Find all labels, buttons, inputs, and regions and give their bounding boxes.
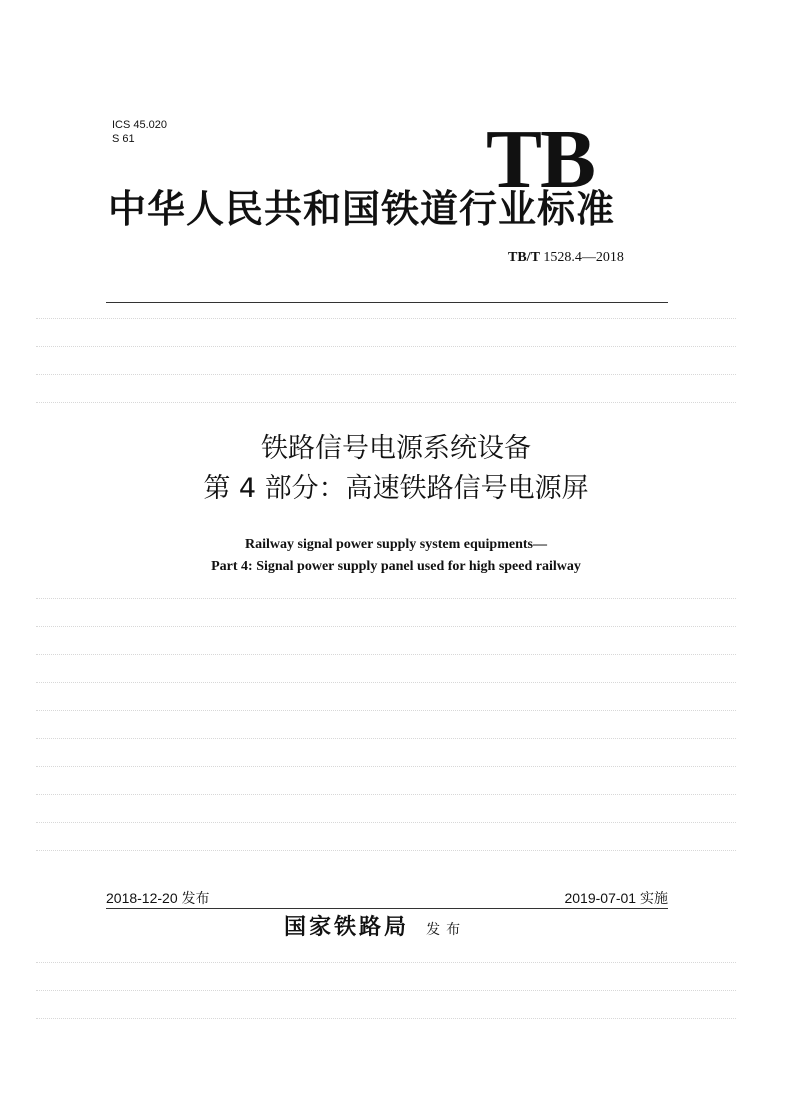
scan-line [36, 402, 736, 403]
issuer-verb: 发布 [426, 922, 467, 938]
doc-title-cn-line1: 铁路信号电源系统设备 [261, 433, 531, 464]
scan-line [36, 1018, 736, 1019]
scan-line [36, 850, 736, 851]
ics-code: ICS 45.020 [112, 119, 168, 131]
scan-line [36, 962, 736, 963]
classification-code: S 61 [112, 133, 135, 145]
doc-title-cn-line2: 第 4 部分：高速铁路信号电源屏 [203, 473, 589, 504]
scan-line [36, 738, 736, 739]
standard-number [508, 250, 624, 266]
scan-line [36, 710, 736, 711]
issuer-name: 国家铁路局 [284, 914, 410, 940]
scan-line [36, 598, 736, 599]
standard-category: 中华人民共和国铁道行业标准 [108, 186, 616, 231]
implementation-date: 2019-07-01 实施 [564, 890, 668, 906]
classification-block [112, 118, 167, 146]
standard-number-prefix: TB/T [508, 250, 540, 265]
scan-line [36, 766, 736, 767]
scan-line [36, 794, 736, 795]
doc-title-en-line2: Part 4: Signal power supply panel used for high speed railway [211, 559, 581, 574]
standard-number-value: 1528.4—2018 [543, 250, 624, 265]
scan-line [36, 822, 736, 823]
scan-line [36, 682, 736, 683]
issue-date: 2018-12-20 发布 [106, 890, 210, 906]
scan-line [36, 346, 736, 347]
date-row [106, 886, 668, 909]
scan-line [36, 318, 736, 319]
scan-line [36, 374, 736, 375]
scan-line [36, 654, 736, 655]
scan-line [36, 990, 736, 991]
issuer [284, 910, 466, 941]
scan-line [36, 626, 736, 627]
header-divider [106, 302, 668, 303]
tb-logo: TB [486, 113, 595, 206]
doc-title-en-line1: Railway signal power supply system equipments— [245, 537, 547, 552]
